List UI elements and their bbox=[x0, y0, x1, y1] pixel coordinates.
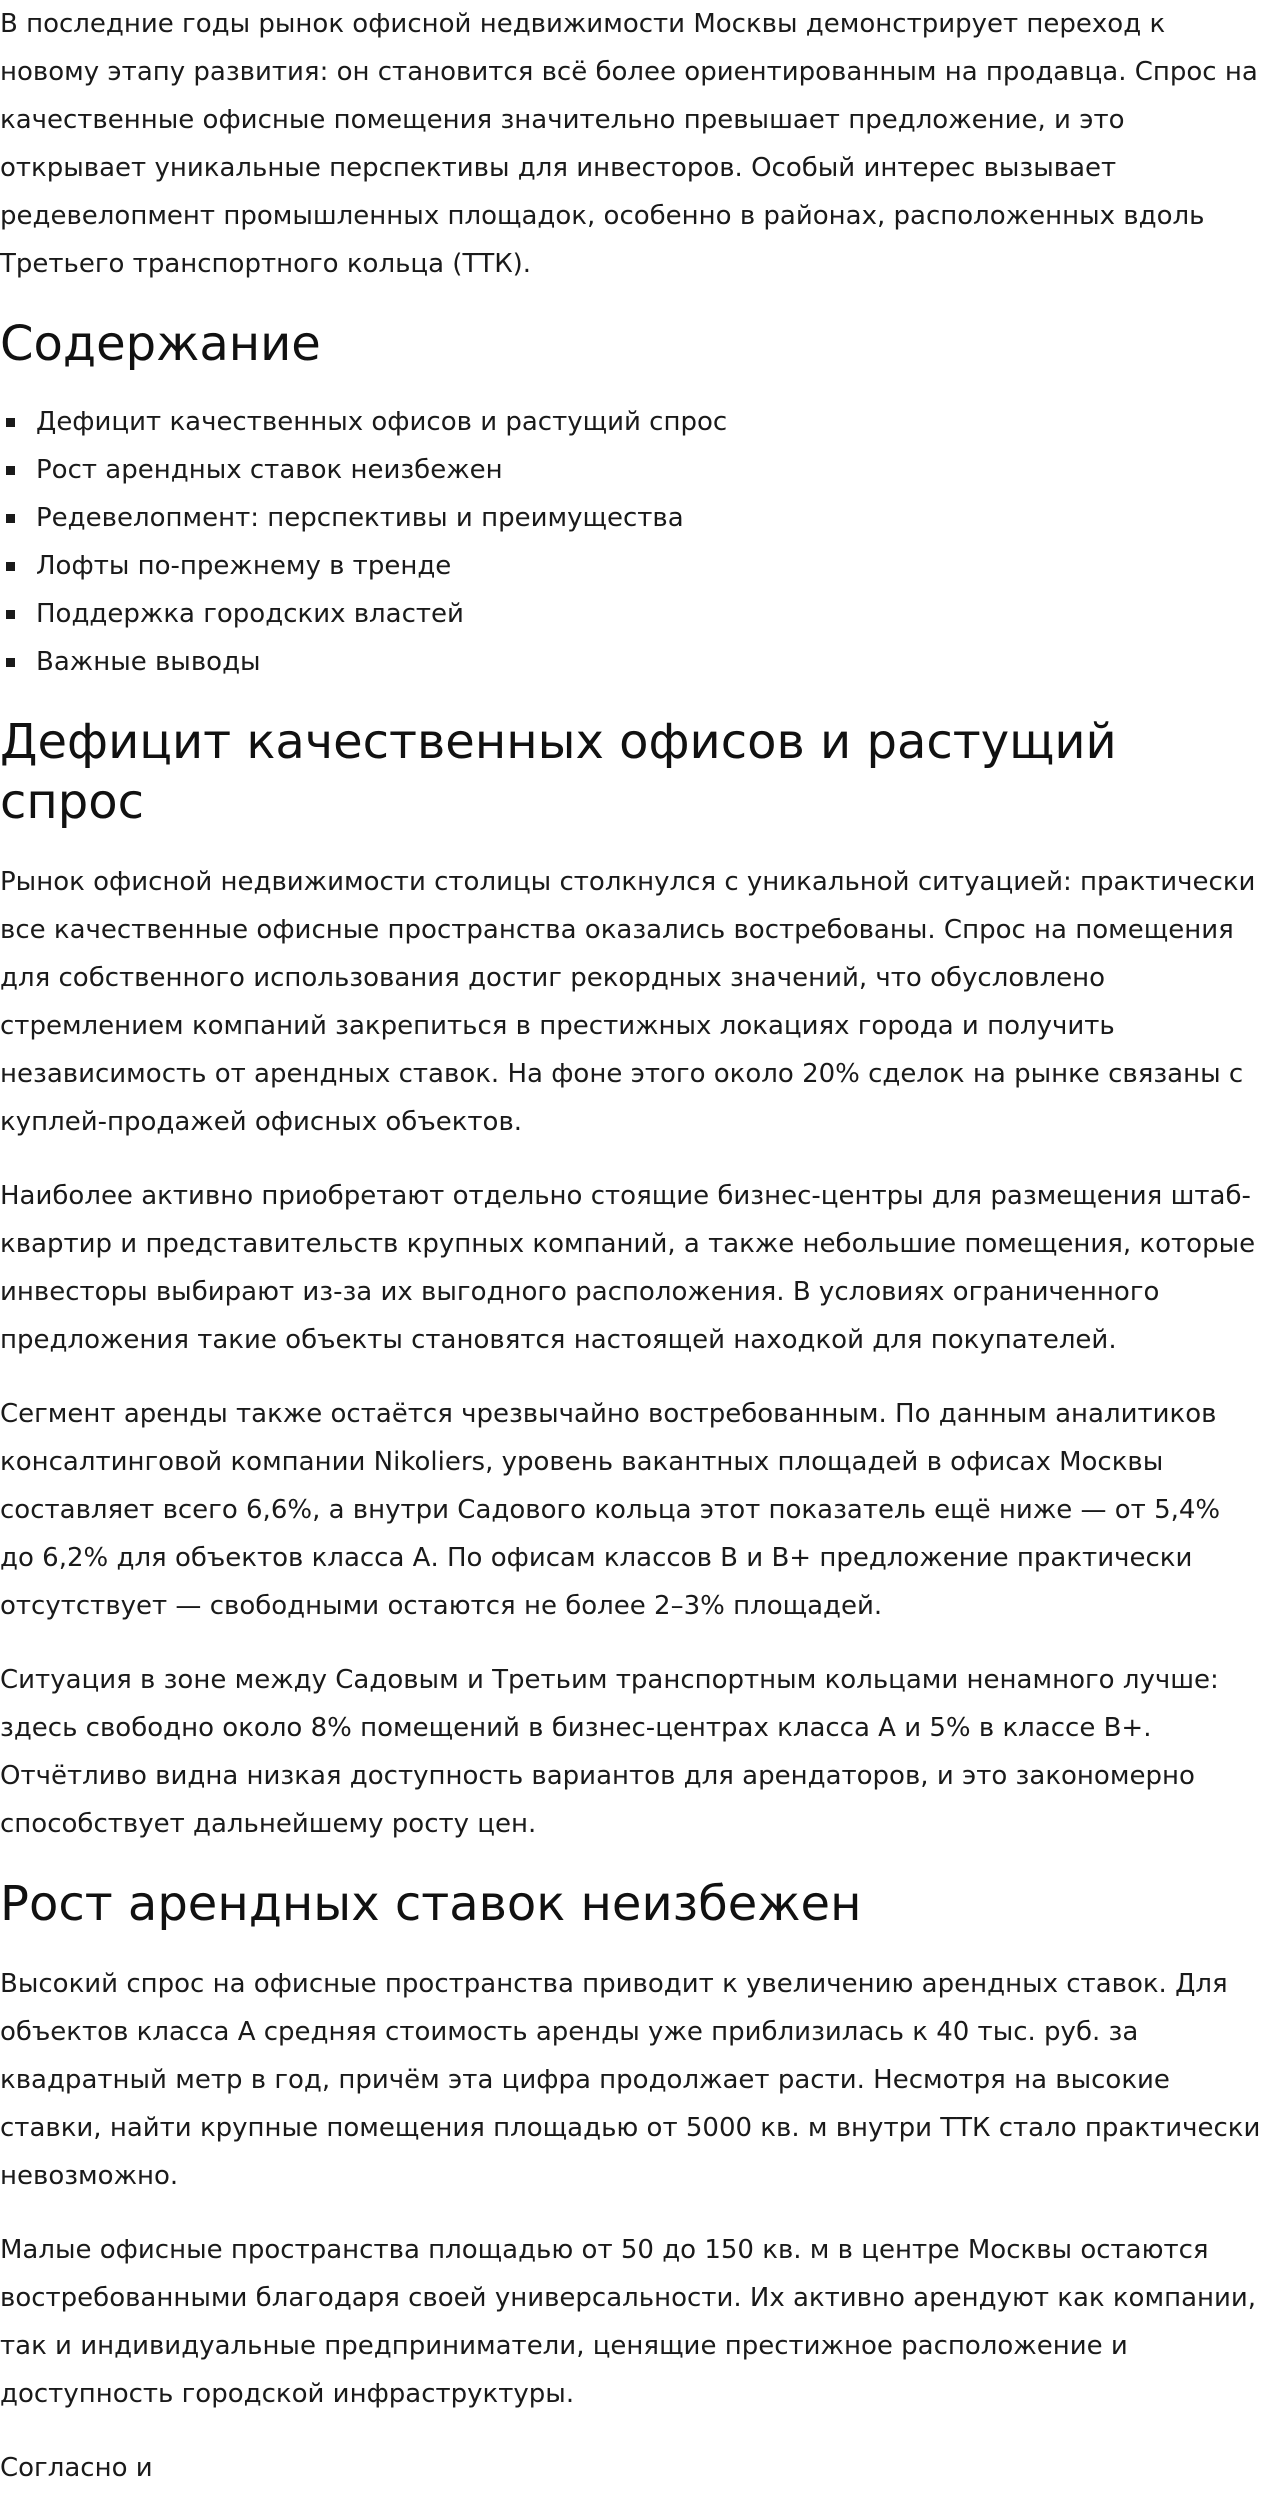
square-bullet-icon bbox=[6, 514, 15, 523]
toc-link[interactable]: Поддержка городских властей bbox=[36, 599, 464, 629]
section-paragraph: Согласно и bbox=[0, 2453, 153, 2483]
toc-link[interactable]: Важные выводы bbox=[36, 647, 261, 677]
section-paragraph: Рынок офисной недвижимости столицы столкнулся с уникальной ситуацией: практически все качественные офисные пространства оказались востребованы. Спрос на помещения для собственного использования достиг рекордных значений, что обусловлено стремлением компаний закрепиться в престижных локациях города и получить независимость от арендных ставок. На фоне этого около 20% сделок на рынке связаны с куплей-продажей офисных объектов. bbox=[0, 867, 1256, 1137]
square-bullet-icon bbox=[6, 610, 15, 619]
toc-link[interactable]: Рост арендных ставок неизбежен bbox=[36, 455, 503, 485]
toc-link[interactable]: Дефицит качественных офисов и растущий спрос bbox=[36, 407, 728, 437]
toc-item[interactable] bbox=[0, 542, 1262, 590]
section-paragraph: Сегмент аренды также остаётся чрезвычайно востребованным. По данным аналитиков консалтинговой компании Nikoliers, уровень вакантных площадей в офисах Москвы составляет всего 6,6%, а внутри Садового кольца этот показатель ещё ниже — от 5,4% до 6,2% для объектов класса А. По офисам классов В и В+ предложение практически отсутствует — свободными остаются не более 2–3% площадей. bbox=[0, 1399, 1221, 1621]
square-bullet-icon bbox=[6, 658, 15, 667]
toc-title: Содержание bbox=[0, 316, 321, 372]
toc-item[interactable] bbox=[0, 590, 1262, 638]
square-bullet-icon bbox=[6, 466, 15, 475]
section-paragraph: Высокий спрос на офисные пространства приводит к увеличению арендных ставок. Для объектов класса А средняя стоимость аренды уже приблизилась к 40 тыс. руб. за квадратный метр в год, причём эта цифра продолжает расти. Несмотря на высокие ставки, найти крупные помещения площадью от 5000 кв. м внутри ТТК стало практически невозможно. bbox=[0, 1969, 1261, 2191]
toc-link[interactable]: Редевелопмент: перспективы и преимущества bbox=[36, 503, 684, 533]
toc-item[interactable] bbox=[0, 446, 1262, 494]
square-bullet-icon bbox=[6, 418, 15, 427]
section-paragraph: Наиболее активно приобретают отдельно стоящие бизнес-центры для размещения штаб-квартир и представительств крупных компаний, а также небольшие помещения, которые инвесторы выбирают из-за их выгодного расположения. В условиях ограниченного предложения такие объекты становятся настоящей находкой для покупателей. bbox=[0, 1181, 1256, 1355]
toc-item[interactable] bbox=[0, 398, 1262, 446]
section-paragraph: Малые офисные пространства площадью от 50 до 150 кв. м в центре Москвы остаются востребованными благодаря своей универсальности. Их активно арендуют как компании, так и индивидуальные предприниматели, ценящие престижное расположение и доступность городской инфраструктуры. bbox=[0, 2235, 1257, 2409]
square-bullet-icon bbox=[6, 562, 15, 571]
toc-link[interactable]: Лофты по-прежнему в тренде bbox=[36, 551, 452, 581]
toc-item[interactable] bbox=[0, 494, 1262, 542]
section-paragraph: Ситуация в зоне между Садовым и Третьим транспортным кольцами ненамного лучше: здесь свободно около 8% помещений в бизнес-центрах класса А и 5% в классе В+. Отчётливо видна низкая доступность вариантов для арендаторов, и это закономерно способствует дальнейшему росту цен. bbox=[0, 1665, 1219, 1839]
toc-item[interactable] bbox=[0, 638, 1262, 686]
section-heading-office-deficit: Дефицит качественных офисов и растущий спрос bbox=[0, 714, 1117, 830]
section-heading-rent-growth: Рост арендных ставок неизбежен bbox=[0, 1876, 862, 1932]
intro-paragraph: В последние годы рынок офисной недвижимости Москвы демонстрирует переход к новому этапу развития: он становится всё более ориентированным на продавца. Спрос на качественные офисные помещения значительно превышает предложение, и это открывает уникальные перспективы для инвесторов. Особый интерес вызывает редевелопмент промышленных площадок, особенно в районах, расположенных вдоль Третьего транспортного кольца (ТТК). bbox=[0, 9, 1258, 279]
table-of-contents bbox=[0, 398, 1262, 686]
